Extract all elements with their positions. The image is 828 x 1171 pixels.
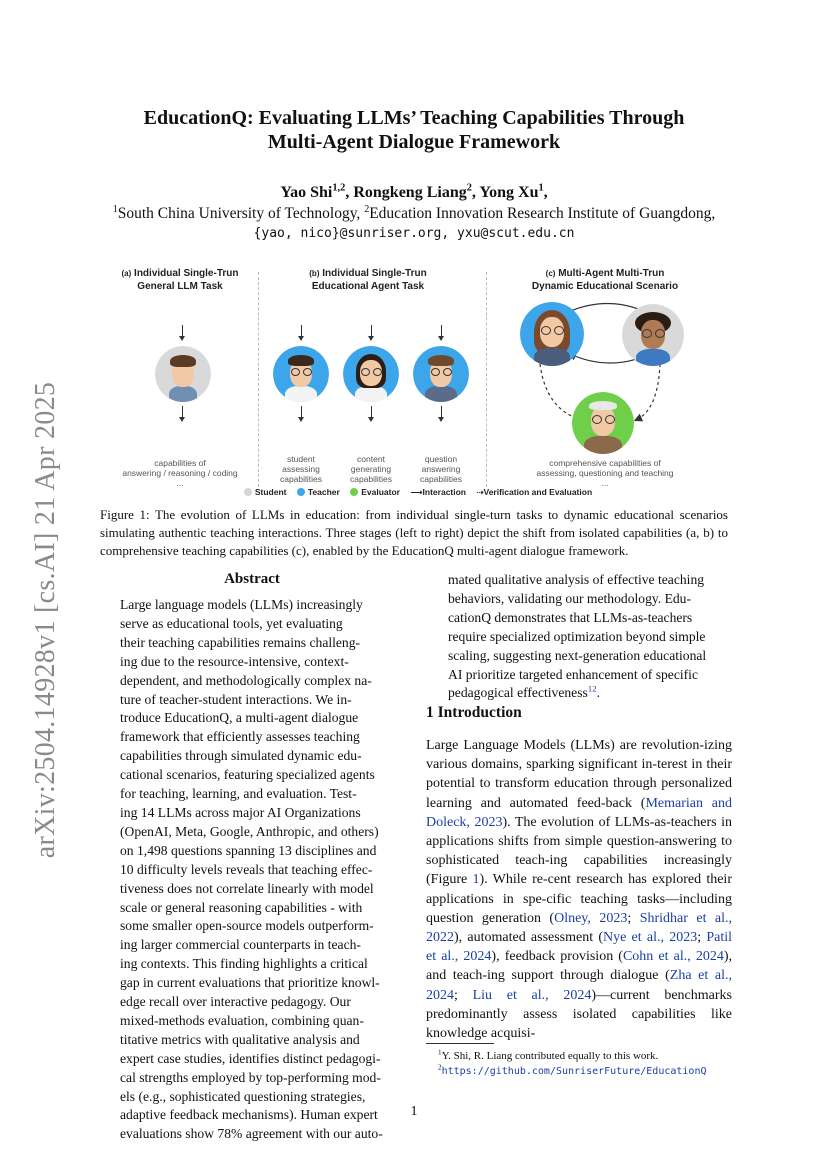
abstract-line: Large language models (LLMs) increasingly — [120, 597, 363, 612]
arrow-down-icon — [182, 406, 183, 420]
panel-c-output — [500, 458, 710, 488]
abstract-line: AI prioritize targeted enhancement of specific — [448, 666, 698, 682]
citation-link[interactable]: Cohn et al., 2024 — [622, 949, 724, 965]
abstract-line: some smaller open-source models outperform- — [120, 918, 374, 934]
intro-body — [426, 736, 732, 1043]
evaluator-avatar-icon — [572, 392, 634, 454]
output-2-line2: generating — [350, 464, 392, 474]
output-1-line2: assessing — [282, 464, 320, 474]
abstract-line: mixed-methods evaluation, combining quan- — [120, 1012, 364, 1028]
abstract-line: cal strengths employed by top-performing mod- — [120, 1069, 381, 1085]
affil-sup-1: 1 — [112, 203, 118, 215]
output-3-line2: answering — [421, 464, 461, 474]
panel-c-line1: Multi-Agent Multi-Trun — [555, 268, 665, 279]
panel-a-output-2: answering / reasoning / coding — [122, 468, 238, 478]
panel-c-output-2: assessing, questioning and teaching — [536, 468, 674, 478]
arxiv-stamp — [18, 370, 61, 870]
intro-heading: 1 Introduction — [426, 704, 522, 721]
footnote-2-marker: 2 — [438, 1063, 442, 1072]
page-number: 1 — [410, 1104, 418, 1119]
abstract-line: gap in current evaluations that prioritize knowl- — [120, 975, 380, 991]
abstract-line: dependent, and methodologically complex na- — [120, 672, 372, 688]
abstract-line: troduce EducationQ, a multi-agent dialogue — [120, 710, 359, 726]
panel-c-output-1: comprehensive capabilities of — [549, 458, 661, 468]
figure-1 — [100, 262, 728, 504]
panel-a-output-3: ... — [176, 478, 184, 488]
abstract-line: scale or general reasoning capabilities - with — [120, 899, 363, 915]
student-avatar-icon — [155, 346, 211, 402]
interaction-arrow-icon: ⟶ — [410, 487, 423, 497]
student-legend-icon — [244, 488, 252, 496]
output-3-line1: question — [424, 454, 458, 464]
intro-text: ; — [697, 930, 707, 946]
abstract-last-text: pedagogical effectiveness — [448, 685, 588, 701]
author-3-sup: 1 — [538, 182, 544, 194]
legend-verification: Verification and Evaluation — [483, 487, 593, 497]
abstract-line: ing larger commercial counterparts in teach- — [120, 937, 361, 953]
abstract-line: ing contexts. This finding highlights a critical — [120, 956, 368, 972]
citation-link[interactable]: Nye et al., 2023 — [603, 930, 698, 946]
teacher-avatar-icon — [520, 302, 584, 366]
footnote-rule — [426, 1043, 494, 1044]
abstract-last-line — [448, 684, 708, 703]
author-2: Rongkeng Liang — [353, 184, 467, 201]
footnote-1 — [438, 1049, 738, 1063]
author-3: Yong Xu — [479, 184, 539, 201]
citation-link[interactable]: Olney, 2023 — [554, 910, 628, 926]
title-line-2: Multi-Agent Dialogue Framework — [267, 131, 561, 153]
author-2-sup: 2 — [466, 182, 472, 194]
panel-a-output-1: capabilities of — [154, 458, 206, 468]
arrow-down-icon — [441, 406, 442, 420]
arrow-down-icon — [371, 325, 372, 339]
citation-link[interactable]: Patil et al., 2024 — [426, 930, 733, 965]
verification-arrow-icon: ⇢ — [476, 487, 484, 497]
teacher-avatar-icon — [413, 346, 469, 402]
footnote-2 — [438, 1064, 738, 1079]
arrow-down-icon — [441, 325, 442, 339]
abstract-line: scaling, suggesting next-generation educational — [448, 647, 707, 663]
output-1-line1: student — [287, 454, 315, 464]
author-1-sup: 1,2 — [332, 182, 346, 194]
intro-text: )—current benchmarks predominantly assess isolated capabilities like knowledge acquisi- — [426, 987, 732, 1042]
legend-teacher: Teacher — [307, 487, 340, 497]
panel-divider-2 — [486, 272, 487, 487]
citation-link[interactable]: Memarian and Doleck, 2023 — [426, 795, 732, 830]
panel-a-label — [100, 267, 260, 293]
abstract-continuation — [448, 571, 708, 703]
arrow-down-icon — [182, 325, 183, 339]
panel-a-line2: General LLM Task — [137, 281, 223, 292]
panel-b-prefix: (b) — [309, 269, 320, 278]
github-link[interactable]: https://github.com/SunriserFuture/EducationQ — [441, 1066, 707, 1077]
intro-text: Large Language Models (LLMs) are revolution-izing various domains, sparking significant in-terest in their potential to transform education through personalized learning and automated feed-back ( — [426, 738, 732, 811]
output-2-line1: content — [357, 454, 385, 464]
panel-b-label — [268, 267, 468, 293]
abstract-line: behaviors, validating our methodology. Edu- — [448, 590, 692, 606]
verification-arrow-right — [636, 364, 660, 420]
panel-b-line1: Individual Single-Trun — [319, 268, 427, 279]
panel-a-prefix: (a) — [121, 269, 132, 278]
intro-text: ). The evolution of LLMs-as-teachers in applications shifts from simple question-answering to sophisticated teach-ing capabilities increasingly (Figure — [426, 814, 732, 888]
abstract-heading: Abstract — [224, 571, 280, 587]
abstract-line: ing 14 LLMs across major AI Organizations — [120, 804, 361, 820]
legend-interaction: Interaction — [422, 487, 466, 497]
abstract-line: titative metrics with qualitative analysis and — [120, 1031, 360, 1047]
abstract-line: mated qualitative analysis of effective teaching — [448, 572, 705, 587]
evaluator-legend-icon — [350, 488, 358, 496]
abstract-line: ture of teacher-student interactions. We in- — [120, 691, 352, 707]
panel-b-output-2 — [338, 454, 404, 484]
intro-text: ), feedback provision ( — [491, 949, 623, 965]
arrow-down-icon — [371, 406, 372, 420]
panel-c-output-3: ... — [601, 478, 609, 488]
arrow-down-icon — [301, 406, 302, 420]
figure-caption: Figure 1: The evolution of LLMs in education: from individual single-turn tasks to dynamic educational scenarios simulating authentic teaching interactions. Three stages (left to right) depict the shift from isolated capabilities (a, b) to comprehensive teaching capabilities (c), enabled by the EducationQ multi-agent dialogue framework. — [100, 507, 728, 558]
abstract-line: tiveness does not correlate linearly with model — [120, 880, 374, 896]
abstract-line: evaluations show 78% agreement with our auto- — [120, 1126, 383, 1142]
teacher-avatar-icon — [273, 346, 329, 402]
legend-evaluator: Evaluator — [361, 487, 400, 497]
abstract-line: adaptive feedback mechanisms). Human expert — [120, 1107, 378, 1123]
arxiv-id: arXiv:2504.14928v1 [cs.AI] 21 Apr 2025 — [30, 381, 61, 859]
abstract-last-end: . — [596, 685, 601, 701]
legend-student: Student — [254, 487, 287, 497]
footnote-1-marker: 1 — [438, 1048, 442, 1057]
abstract-line: expert case studies, identifies distinct pedagogi- — [120, 1050, 381, 1066]
abstract-line: (OpenAI, Meta, Google, Anthropic, and others) — [120, 823, 379, 839]
abstract-line: ing due to the resource-intensive, context- — [120, 653, 349, 669]
abstract-line: edge recall over interactive pedagogy. Our — [120, 994, 351, 1010]
citation-link[interactable]: Shridhar et al., 2022 — [426, 910, 733, 946]
output-1-line3: capabilities — [279, 474, 323, 484]
intro-text: ; — [454, 987, 473, 1003]
author-1: Yao Shi — [280, 184, 333, 201]
abstract-line: require specialized optimization beyond simple — [448, 628, 706, 644]
output-2-line3: capabilities — [349, 474, 393, 484]
teacher-avatar-icon — [343, 346, 399, 402]
student-avatar-icon — [622, 304, 684, 366]
abstract-line: serve as educational tools, yet evaluating — [120, 615, 343, 631]
panel-b-output-3 — [408, 454, 474, 484]
abstract-footnote-ref[interactable]: 12 — [587, 683, 597, 694]
panel-c-label — [500, 267, 710, 293]
intro-text: ), and teach-ing support through dialogue ( — [426, 949, 732, 984]
figure-legend — [100, 487, 728, 498]
intro-text: ; — [627, 910, 640, 926]
panel-c-prefix: (c) — [545, 269, 556, 278]
intro-text: ), automated assessment ( — [454, 930, 604, 946]
panel-a-line1: Individual Single-Trun — [131, 268, 239, 279]
paper-title — [0, 106, 828, 154]
abstract-line: els (e.g., sophisticated questioning strategies, — [120, 1088, 366, 1104]
affil-sup-2: 2 — [364, 203, 370, 215]
intro-text: ). While re-cent research has explored their applications in spe-cific teaching tasks—including question generation ( — [426, 872, 732, 926]
panel-b-line2: Educational Agent Task — [311, 281, 425, 292]
abstract-body — [120, 596, 383, 1144]
affiliations — [0, 205, 828, 223]
figure-ref-link[interactable]: 1 — [472, 872, 480, 888]
abstract-line: cationQ demonstrates that LLMs-as-teachers — [448, 609, 693, 625]
author-emails: {yao, nico}@sunriser.org, yxu@scut.edu.cn — [253, 226, 575, 241]
arrow-down-icon — [301, 325, 302, 339]
abstract-line: 10 difficulty levels reveals that teaching effec- — [120, 861, 373, 877]
panel-divider-1 — [258, 272, 259, 487]
output-3-line3: capabilities — [419, 474, 463, 484]
abstract-line: cational scenarios, featuring specialized agents — [120, 767, 375, 783]
teacher-legend-icon — [297, 488, 305, 496]
abstract-line: on 1,498 questions spanning 13 disciplines and — [120, 842, 377, 858]
abstract-line: capabilities through simulated dynamic edu- — [120, 748, 362, 764]
panel-b-output-1 — [268, 454, 334, 484]
footnote-1-text: Y. Shi, R. Liang contributed equally to this work. — [441, 1050, 659, 1062]
affil-1: South China University of Technology, — [117, 205, 365, 222]
abstract-line: framework that efficiently assesses teaching — [120, 729, 360, 745]
panel-c-line2: Dynamic Educational Scenario — [531, 281, 679, 292]
citation-link[interactable]: Zha et al., 2024 — [426, 968, 732, 1003]
citation-link[interactable]: Liu et al., 2024 — [472, 987, 592, 1003]
title-line-1: EducationQ: Evaluating LLMs’ Teaching Capabilities Through — [143, 107, 685, 129]
author-list: Yao Shi$^{1,2}$, Rongkeng Liang$^2$, Yong Xu$^1$, — [280, 182, 548, 201]
affil-2: Education Innovation Research Institute of Guangdong, — [369, 205, 716, 222]
abstract-line: for teaching, learning, and evaluation. Test- — [120, 786, 357, 802]
abstract-line: their teaching capabilities remains challeng- — [120, 634, 361, 650]
panel-a-output — [100, 458, 260, 488]
